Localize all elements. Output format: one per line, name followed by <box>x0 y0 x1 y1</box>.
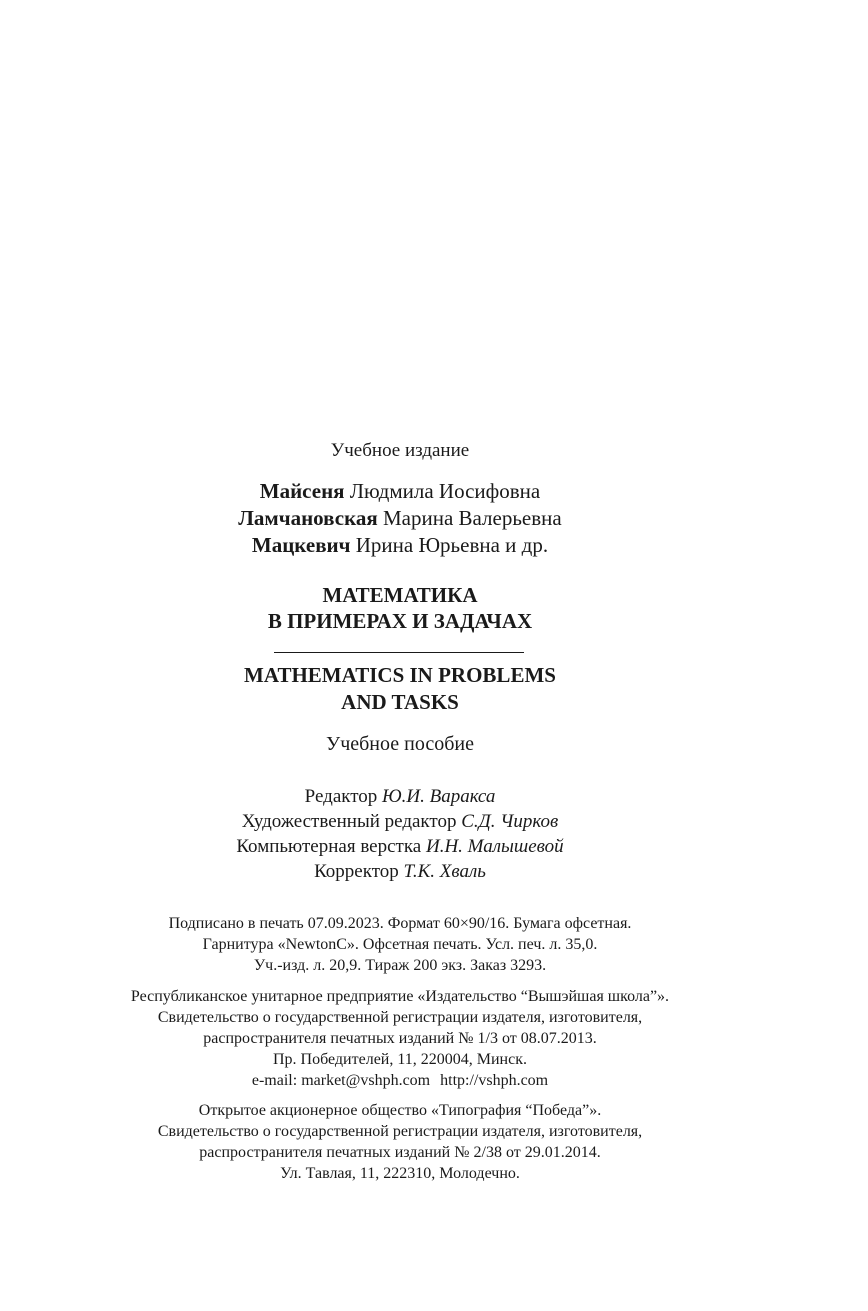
title-english <box>0 662 800 716</box>
staff-name: Ю.И. Варакса <box>382 786 496 807</box>
author-line <box>0 532 800 559</box>
staff-line <box>0 809 800 834</box>
staff-role: Художественный редактор <box>241 811 457 832</box>
printer-line: Свидетельство о государственной регистрации издателя, изготовителя, <box>157 1123 643 1140</box>
publisher-info <box>0 986 800 1091</box>
authors-list <box>0 478 800 559</box>
title-line: MATHEMATICS IN PROBLEMS <box>244 663 556 687</box>
author-surname: Майсеня <box>259 479 345 503</box>
author-surname: Мацкевич <box>251 533 351 557</box>
staff-name: С.Д. Чирков <box>461 811 559 832</box>
author-given-names: Марина Валерьевна <box>382 506 562 530</box>
printer-line: распространителя печатных изданий № 2/38 от 29.01.2014. <box>199 1144 601 1161</box>
author-surname: Ламчановская <box>238 506 378 530</box>
staff-name: И.Н. Малышевой <box>425 836 564 857</box>
staff-role: Корректор <box>314 861 399 882</box>
publisher-line: Республиканское унитарное предприятие «Издательство “Вышэйшая школа”». <box>130 988 670 1005</box>
title-line: В ПРИМЕРАХ И ЗАДАЧАХ <box>267 609 533 633</box>
author-given-names: Ирина Юрьевна и др. <box>355 533 549 557</box>
publisher-line: Свидетельство о государственной регистрации издателя, изготовителя, <box>157 1009 643 1026</box>
printer-info <box>0 1100 800 1184</box>
print-details <box>0 913 800 976</box>
print-line: Подписано в печать 07.09.2023. Формат 60×90/16. Бумага офсетная. <box>168 915 632 932</box>
author-given-names: Людмила Иосифовна <box>349 479 541 503</box>
print-line: Гарнитура «NewtonC». Офсетная печать. Усл. печ. л. 35,0. <box>202 936 598 953</box>
staff-role: Редактор <box>304 786 378 807</box>
staff-name: Т.К. Хваль <box>403 861 486 882</box>
publisher-website: http://vshph.com <box>440 1072 549 1089</box>
publisher-line: распространителя печатных изданий № 1/3 от 08.07.2013. <box>203 1030 597 1047</box>
publisher-line: Пр. Победителей, 11, 220004, Минск. <box>272 1051 527 1068</box>
book-type: Учебное пособие <box>326 733 474 755</box>
printer-line: Ул. Тавлая, 11, 222310, Молодечно. <box>280 1165 520 1182</box>
author-line <box>0 478 800 505</box>
title-divider <box>274 652 524 653</box>
publisher-email: e-mail: market@vshph.com <box>251 1072 431 1089</box>
title-line: МАТЕМАТИКА <box>322 583 478 607</box>
staff-line <box>0 859 800 884</box>
title-line: AND TASKS <box>341 690 459 714</box>
author-line <box>0 505 800 532</box>
print-line: Уч.-изд. л. 20,9. Тираж 200 экз. Заказ 3293. <box>253 957 547 974</box>
staff-line <box>0 784 800 809</box>
edition-type: Учебное издание <box>330 440 470 461</box>
title-russian <box>0 582 800 634</box>
staff-credits <box>0 784 800 884</box>
staff-role: Компьютерная верстка <box>236 836 422 857</box>
staff-line <box>0 834 800 859</box>
printer-line: Открытое акционерное общество «Типография “Победа”». <box>198 1102 602 1119</box>
publisher-contacts <box>0 1070 800 1091</box>
